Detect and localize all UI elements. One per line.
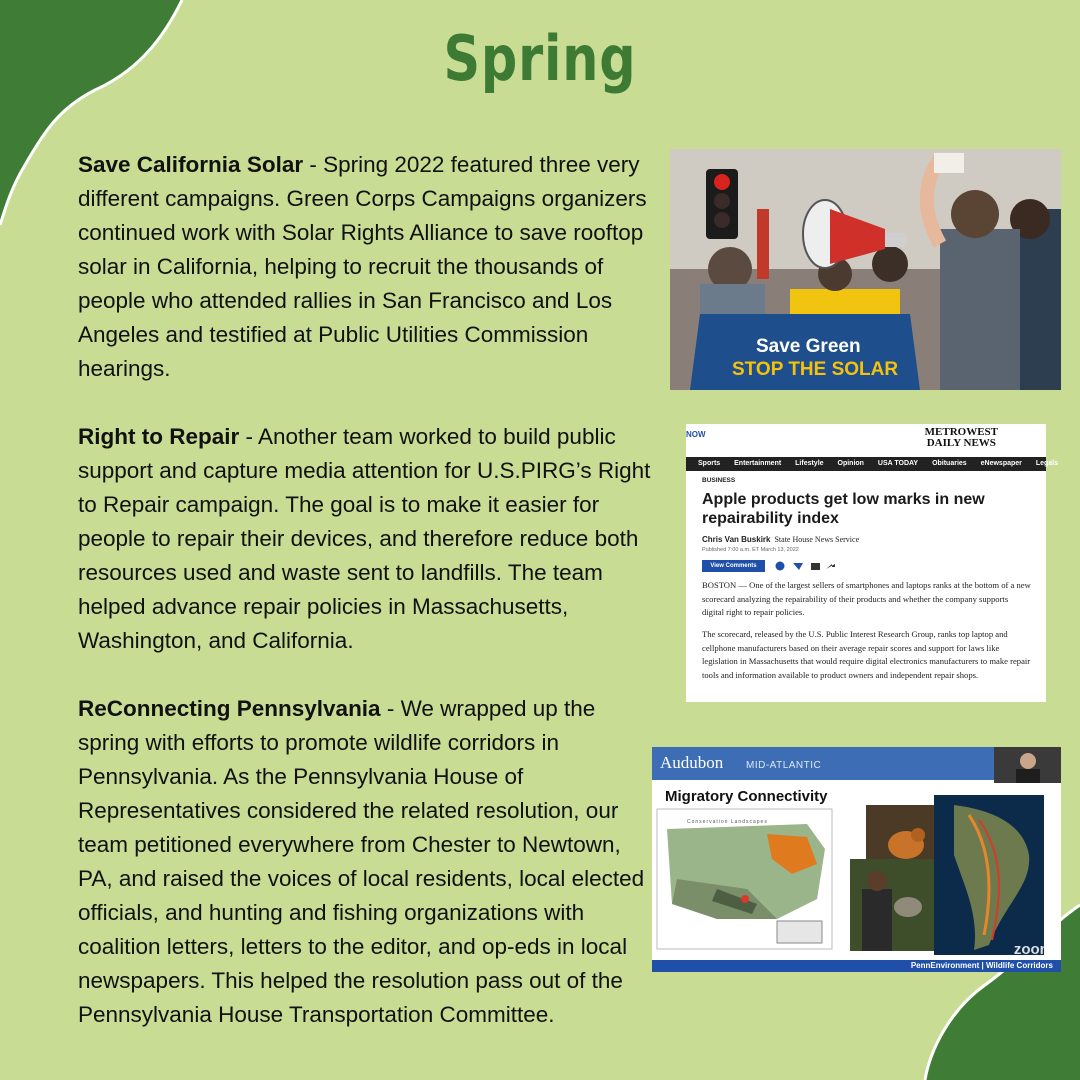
slide-footer-text: PennEnvironment | Wildlife Corridors bbox=[910, 961, 1053, 970]
nav-item[interactable]: Sports bbox=[698, 460, 721, 467]
slide-footer bbox=[652, 960, 1061, 972]
audubon-logo: Audubon bbox=[660, 753, 724, 772]
share-icon[interactable] bbox=[826, 564, 835, 569]
migration-map bbox=[934, 795, 1044, 955]
audubon-slide bbox=[652, 747, 1061, 972]
news-published: Published 7:00 a.m. ET March 13, 2022 bbox=[702, 547, 799, 553]
masthead-line-1: METROWEST bbox=[924, 426, 998, 438]
news-body-paragraph: BOSTON — One of the largest sellers of smartphones and laptops ranks at the bottom of a new scorecard analyzing the repairability of their products and whether the company supports digital right to repair policies. bbox=[702, 580, 1031, 617]
rally-photo bbox=[670, 149, 1061, 390]
nav-item[interactable]: Entertainment bbox=[734, 460, 782, 467]
news-byline bbox=[702, 535, 859, 544]
share-icons bbox=[774, 560, 854, 572]
section-heading: Save California Solar bbox=[78, 152, 304, 177]
section-pennsylvania bbox=[78, 692, 648, 1032]
map-label: Conservation Landscapes bbox=[687, 819, 768, 825]
section-heading: ReConnecting Pennsylvania bbox=[78, 696, 381, 721]
news-section-label: BUSINESS bbox=[702, 477, 736, 484]
rally-photo-illustration bbox=[670, 149, 1061, 390]
nav-item[interactable]: eNewspaper bbox=[980, 460, 1022, 467]
nav-item[interactable]: Opinion bbox=[837, 460, 864, 467]
news-outlet: State House News Service bbox=[774, 535, 860, 544]
section-solar bbox=[78, 148, 648, 386]
news-author: Chris Van Buskirk bbox=[702, 535, 771, 544]
news-clipping bbox=[686, 424, 1059, 702]
facebook-icon[interactable] bbox=[776, 562, 785, 571]
news-masthead bbox=[925, 427, 998, 449]
section-heading: Right to Repair bbox=[78, 424, 240, 449]
email-icon[interactable] bbox=[811, 563, 820, 570]
banner-line-1: Save Green bbox=[756, 336, 861, 357]
nav-item[interactable]: Legals bbox=[1035, 460, 1059, 467]
news-body-paragraph: The scorecard, released by the U.S. Public Interest Research Group, ranks top laptop and cellphone manufacturers based on their average repair scores and support for laws like legislation in Massachusetts that would require digital electronics manufacturers to make repair tools and information available to product owners and independent repair shops. bbox=[702, 629, 1031, 680]
slide-subtitle: MID-ATLANTIC bbox=[746, 760, 822, 771]
twitter-icon[interactable] bbox=[793, 563, 803, 570]
nav-item[interactable]: USA TODAY bbox=[877, 460, 919, 467]
zoom-watermark: zoom bbox=[1013, 941, 1053, 958]
masthead-line-2: DAILY NEWS bbox=[926, 437, 996, 449]
field-research-photo bbox=[850, 859, 934, 951]
section-text: - Spring 2022 featured three very different campaigns. Green Corps Campaigns organizers continued work with Solar Rights Alliance to save rooftop solar in California, helping to recruit the thousands of people who attended rallies in San Francisco and Los Angeles and testified at Public Utilities Commission hearings. bbox=[78, 152, 647, 381]
news-headline: Apple products get low marks in new repairability index bbox=[702, 491, 985, 527]
speaker-avatar bbox=[994, 747, 1061, 783]
section-repair bbox=[78, 420, 663, 658]
conservation-map bbox=[657, 809, 832, 949]
slide-title: Migratory Connectivity bbox=[665, 788, 828, 805]
page-title: Spring bbox=[443, 22, 637, 95]
speaker-video-thumbnail bbox=[994, 747, 1061, 783]
section-text: - We wrapped up the spring with efforts to promote wildlife corridors in Pennsylvania. As the Pennsylvania House of Representatives considered the related resolution, our team petitioned everywhere from Chester to Newtown, PA, and raised the voices of local residents, local elected officials, and hunting and fishing organizations with coalition letters, letters to the editor, and op-eds in local newspapers. This helped the resolution pass out of the Pennsylvania House Transportation Committee. bbox=[78, 696, 645, 1027]
view-comments-button[interactable]: View Comments bbox=[702, 560, 765, 572]
section-text: - Another team worked to build public support and capture media attention for U.S.PIRG’s Right to Repair campaign. The goal is to make it easier for people to repair their devices, and therefore reduce both resources used and waste sent to landfills. The team helped advance repair policies in Massachusetts, Washington, and California. bbox=[78, 424, 651, 653]
nav-item[interactable]: Lifestyle bbox=[795, 460, 824, 467]
news-now-label: NOW bbox=[686, 430, 706, 439]
banner-line-2: STOP THE SOLAR bbox=[732, 359, 899, 380]
news-navbar bbox=[686, 457, 1059, 471]
nav-item[interactable]: Obituaries bbox=[932, 460, 967, 467]
